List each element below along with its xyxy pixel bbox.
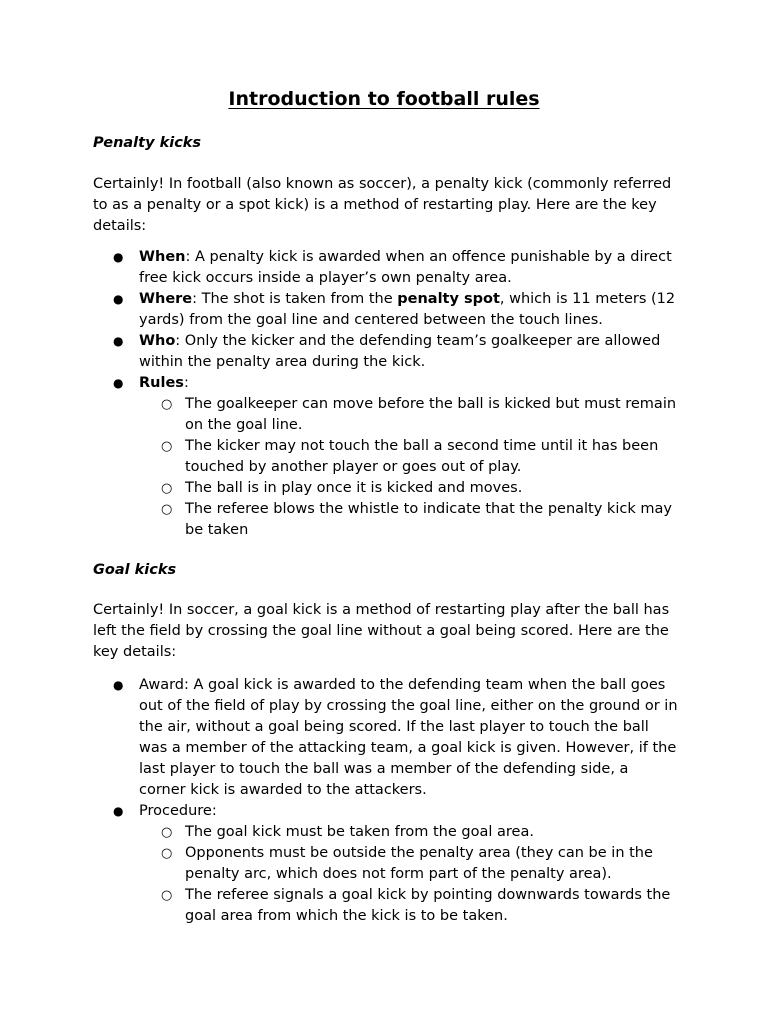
bullet-icon: ● (113, 292, 124, 306)
paragraph-goal-intro: Certainly! In soccer, a goal kick is a method of restarting play after the ball has left the field by crossing the goal line without a goal being scored. Here are the key details: (93, 602, 670, 660)
text-award: Award: A goal kick is awarded to the defending team when the ball goes out of the field of play by crossing the goal line, either on the ground or in the air, without a goal being scored. If the last player to touch the ball was a member of the attacking team, a goal kick is given. However, if the last player to touch the ball was a member of the defending side, a corner kick is awarded to the attackers. (139, 677, 678, 798)
bullet-icon: ● (113, 804, 124, 818)
text-procedure: Procedure: (139, 803, 217, 819)
rule-text: The goalkeeper can move before the ball is kicked but must remain on the goal line. (185, 396, 677, 433)
rule-text: The kicker may not touch the ball a second time until it has been touched by another player or goes out of play. (185, 438, 659, 475)
hollow-bullet-icon: ○ (161, 502, 173, 517)
list-item-where (93, 289, 678, 331)
bullet-icon: ● (113, 334, 124, 348)
label-when: When (139, 249, 186, 265)
list-item-who (93, 331, 678, 373)
list-item-procedure (93, 801, 678, 927)
section-heading-penalty-kicks: Penalty kicks (93, 135, 202, 151)
hollow-bullet-icon: ○ (161, 481, 173, 496)
paragraph-penalty-intro: Certainly! In football (also known as soccer), a penalty kick (commonly referred to as a penalty or a spot kick) is a method of restarting play. Here are the key details: (93, 176, 672, 234)
step-text: The goal kick must be taken from the goal area. (185, 824, 534, 840)
hollow-bullet-icon: ○ (161, 888, 173, 903)
label-where: Where (139, 291, 193, 307)
step-text: The referee signals a goal kick by pointing downwards towards the goal area from which the kick is to be taken. (185, 887, 671, 924)
section-heading-goal-kicks: Goal kicks (93, 562, 177, 578)
rule-item (139, 478, 678, 499)
label-rules: Rules (139, 375, 184, 391)
hollow-bullet-icon: ○ (161, 846, 173, 861)
list-item-rules (93, 373, 678, 541)
text-where-a: : The shot is taken from the (192, 291, 398, 307)
hollow-bullet-icon: ○ (161, 397, 173, 412)
penalty-details-list (93, 247, 678, 541)
bullet-icon: ● (113, 376, 124, 390)
hollow-bullet-icon: ○ (161, 439, 173, 454)
procedure-step (139, 885, 678, 927)
list-item-when (93, 247, 678, 289)
text-where-b: , which is 11 meters (12 yards) from the goal line and centered between the touch lines. (139, 291, 676, 328)
rule-text: The ball is in play once it is kicked and moves. (185, 480, 523, 496)
bullet-icon: ● (113, 250, 124, 264)
procedure-step (139, 822, 678, 843)
text-when: : A penalty kick is awarded when an offence punishable by a direct free kick occurs inside a player’s own penalty area. (139, 249, 672, 286)
text-rules-colon: : (183, 375, 189, 391)
rules-sublist (139, 394, 678, 541)
goal-kick-details-list (93, 675, 678, 927)
list-item-award (93, 675, 678, 801)
step-text: Opponents must be outside the penalty area (they can be in the penalty arc, which does not form part of the penalty area). (185, 845, 653, 882)
procedure-step (139, 843, 678, 885)
rule-item (139, 394, 678, 436)
label-who: Who (139, 333, 176, 349)
document-title: Introduction to football rules (228, 88, 540, 110)
rule-item (139, 499, 678, 541)
bullet-icon: ● (113, 678, 124, 692)
rule-item (139, 436, 678, 478)
rule-text: The referee blows the whistle to indicate that the penalty kick may be taken (185, 501, 672, 538)
procedure-sublist (139, 822, 678, 927)
text-penalty-spot: penalty spot (397, 291, 500, 307)
text-who: : Only the kicker and the defending team’s goalkeeper are allowed within the penalty area during the kick. (139, 333, 661, 370)
hollow-bullet-icon: ○ (161, 825, 173, 840)
